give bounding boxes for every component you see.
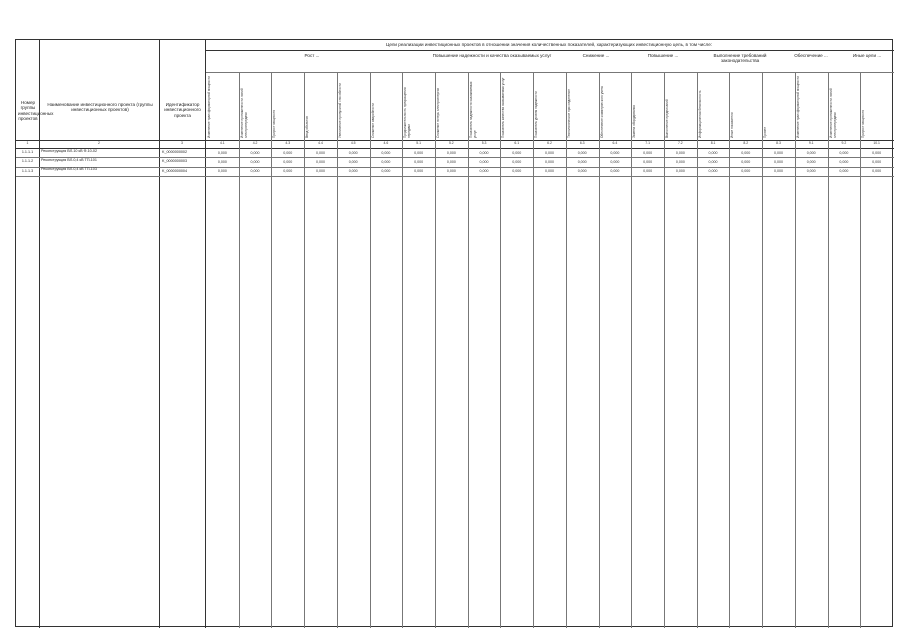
column-number: 4.3: [285, 141, 291, 145]
table-cell: 0,000: [250, 169, 260, 174]
header-vertical-text: Иные показатели: [730, 112, 735, 138]
column-number: 6.1: [514, 141, 520, 145]
column-number: 2: [98, 141, 100, 145]
header-vertical-text: Снижение потерь электроэнергии: [436, 87, 440, 138]
header-vertical-text: Информационная безопасность: [697, 90, 702, 138]
header-vertical-text: Обеспечение коммерческого учета: [599, 86, 604, 138]
table-cell: 0,000: [643, 159, 653, 164]
column-number: 5.3: [481, 141, 487, 145]
subgroup-7: Иные цели ...: [852, 53, 882, 58]
header-top-text: Цели реализации инвестиционных проектов в отношении значения количественных показателей, характеризующих инвестиционную цель, в том числе:: [385, 42, 713, 47]
row-project-id: K_0000000003: [162, 159, 188, 164]
table-cell: 0,000: [773, 159, 783, 164]
header-project-id: Идентификатор инвестиционного проекта: [164, 102, 201, 118]
table-cell: 0,000: [577, 159, 587, 164]
table-cell: 0,000: [872, 150, 882, 155]
column-number: 8.3: [776, 141, 781, 145]
table-cell: 0,000: [283, 150, 293, 155]
table-cell: 0,000: [610, 150, 620, 155]
header-vertical-text: Показатель надежности оказываемых услуг: [468, 81, 477, 138]
column-number: 4.6: [383, 141, 389, 145]
table-cell: 0,000: [544, 159, 554, 164]
table-cell: 0,000: [250, 150, 260, 155]
table-cell: 0,000: [839, 169, 849, 174]
table-cell: 0,000: [479, 159, 489, 164]
table-cell: 0,000: [610, 169, 620, 174]
table-cell: 0,000: [773, 150, 783, 155]
table-cell: 0,000: [675, 159, 685, 164]
table-cell: 0,000: [479, 150, 489, 155]
table-cell: 0,000: [675, 150, 685, 155]
column-number: 4.4: [318, 141, 323, 145]
header-vertical-text: Показатель уровня надежности: [534, 91, 539, 138]
column-number: 8.2: [743, 141, 749, 145]
header-vertical-text: Технологическое присоединение: [566, 89, 571, 138]
row-project-name: Реконструкция ВЛ-0,4 кВ ТП-101: [41, 157, 97, 162]
table-cell: 0,000: [839, 150, 849, 155]
table-cell: 0,000: [381, 159, 391, 164]
column-number: 8.1: [710, 141, 716, 145]
table-cell: 0,000: [446, 159, 456, 164]
row-group-number: 1.1.1.2: [21, 159, 34, 164]
row-project-id: K_0000000004: [162, 168, 188, 173]
header-vertical-text: Изменение трансформаторной мощности: [795, 76, 800, 138]
table-cell: 0,000: [414, 159, 424, 164]
table-cell: 0,000: [217, 169, 227, 174]
table-cell: 0,000: [839, 159, 849, 164]
header-vertical-text: Продолжительность прекращения передачи: [403, 87, 412, 138]
header-group-number: Номер группы инвестиционных проектов: [18, 100, 54, 122]
header-vertical-text: Выполнение предписаний: [665, 99, 669, 138]
table-cell: 0,000: [675, 169, 685, 174]
table-cell: 0,000: [512, 150, 522, 155]
column-number: 10.1: [873, 141, 880, 145]
column-number: 9.2: [841, 141, 847, 145]
table-cell: 0,000: [708, 150, 718, 155]
header-project-name: Наименование инвестиционного проекта (группы инвестиционных проектов): [47, 102, 153, 113]
table-cell: 0,000: [708, 169, 718, 174]
table-cell: 0,000: [872, 169, 882, 174]
column-number: 6.3: [579, 141, 585, 145]
table-cell: 0,000: [348, 169, 358, 174]
header-vertical-text: Ввод объектов: [305, 116, 310, 138]
column-number: 5.1: [416, 141, 421, 145]
header-vertical-text: Прирост мощности: [272, 109, 277, 138]
header-vertical-text: Изменение протяженности линий электропередачи: [239, 88, 248, 138]
table-cell: 0,000: [610, 159, 620, 164]
table-cell: 0,000: [283, 169, 293, 174]
table-cell: 0,000: [643, 150, 653, 155]
table-cell: 0,000: [544, 150, 554, 155]
column-number: 6.2: [547, 141, 552, 145]
table-cell: 0,000: [806, 159, 816, 164]
table-cell: 0,000: [544, 169, 554, 174]
table-cell: 0,000: [381, 150, 391, 155]
column-number: 4.2: [252, 141, 258, 145]
header-vertical-text: Увеличение пропускной способности: [337, 83, 342, 138]
table-cell: 0,000: [741, 159, 751, 164]
table-cell: 0,000: [348, 159, 358, 164]
table-cell: 0,000: [250, 159, 260, 164]
table-cell: 0,000: [577, 169, 587, 174]
row-project-name: Реконструкция ВЛ-10 кВ Ф-10-02: [41, 148, 98, 153]
subgroup-5: Выполнение требований законодательства: [713, 53, 767, 64]
column-number: 7.1: [645, 141, 650, 145]
subgroup-6: Обеспечение ...: [794, 53, 828, 58]
subgroup-3: Снижение ...: [582, 53, 610, 58]
header-vertical-text: Снижение аварийности: [370, 103, 375, 138]
table-cell: 0,000: [512, 159, 522, 164]
table-cell: 0,000: [217, 159, 227, 164]
table-cell: 0,000: [806, 169, 816, 174]
table-cell: 0,000: [512, 169, 522, 174]
table-cell: 0,000: [315, 159, 325, 164]
subgroup-4: Повышение ...: [647, 53, 679, 58]
column-number: 6.4: [612, 141, 618, 145]
row-project-name: Реконструкция ВЛ-0,4 кВ ТП-103: [41, 167, 97, 172]
investment-program-table: [15, 39, 893, 627]
table-cell: 0,000: [446, 150, 456, 155]
header-vertical-text: Прочее: [763, 127, 768, 138]
table-cell: 0,000: [708, 159, 718, 164]
table-cell: 0,000: [217, 150, 227, 155]
table-cell: 0,000: [577, 150, 587, 155]
row-project-id: K_0000000002: [162, 150, 188, 154]
column-number: 3: [181, 141, 183, 145]
column-number: 9.1: [808, 141, 814, 145]
table-cell: 0,000: [414, 150, 424, 155]
column-number: 5.2: [448, 141, 454, 145]
table-cell: 0,000: [741, 150, 751, 155]
header-vertical-text: Изменение трансформаторной мощности: [207, 76, 211, 138]
subgroup-2: Повышение надежности и качества оказываемых услуг: [432, 53, 552, 58]
table-cell: 0,000: [446, 169, 456, 174]
table-cell: 0,000: [872, 159, 882, 164]
table-cell: 0,000: [348, 150, 358, 155]
header-vertical-text: Прирост мощности: [861, 109, 866, 138]
table-cell: 0,000: [643, 169, 653, 174]
header-vertical-text: Замена оборудования: [632, 104, 637, 138]
table-cell: 0,000: [741, 169, 751, 174]
row-group-number: 1.1.1.3: [21, 168, 34, 173]
table-cell: 0,000: [315, 150, 325, 155]
row-group-number: 1.1.1.1: [21, 150, 34, 154]
column-number: 4.1: [219, 141, 225, 145]
column-number: 1: [26, 141, 29, 145]
table-cell: 0,000: [773, 169, 783, 174]
header-vertical-text: Показатель качества оказываемых услуг: [501, 77, 506, 138]
table-cell: 0,000: [315, 169, 325, 174]
table-cell: 0,000: [479, 169, 489, 174]
table-cell: 0,000: [381, 169, 391, 174]
table-cell: 0,000: [806, 150, 816, 155]
subgroup-1: Рост ...: [304, 53, 320, 58]
table-cell: 0,000: [283, 159, 293, 164]
header-vertical-text: Изменение протяженности линий электропередачи: [828, 88, 837, 138]
column-number: 7.2: [677, 141, 683, 145]
column-number: 4.5: [350, 141, 356, 145]
table-cell: 0,000: [414, 169, 424, 174]
